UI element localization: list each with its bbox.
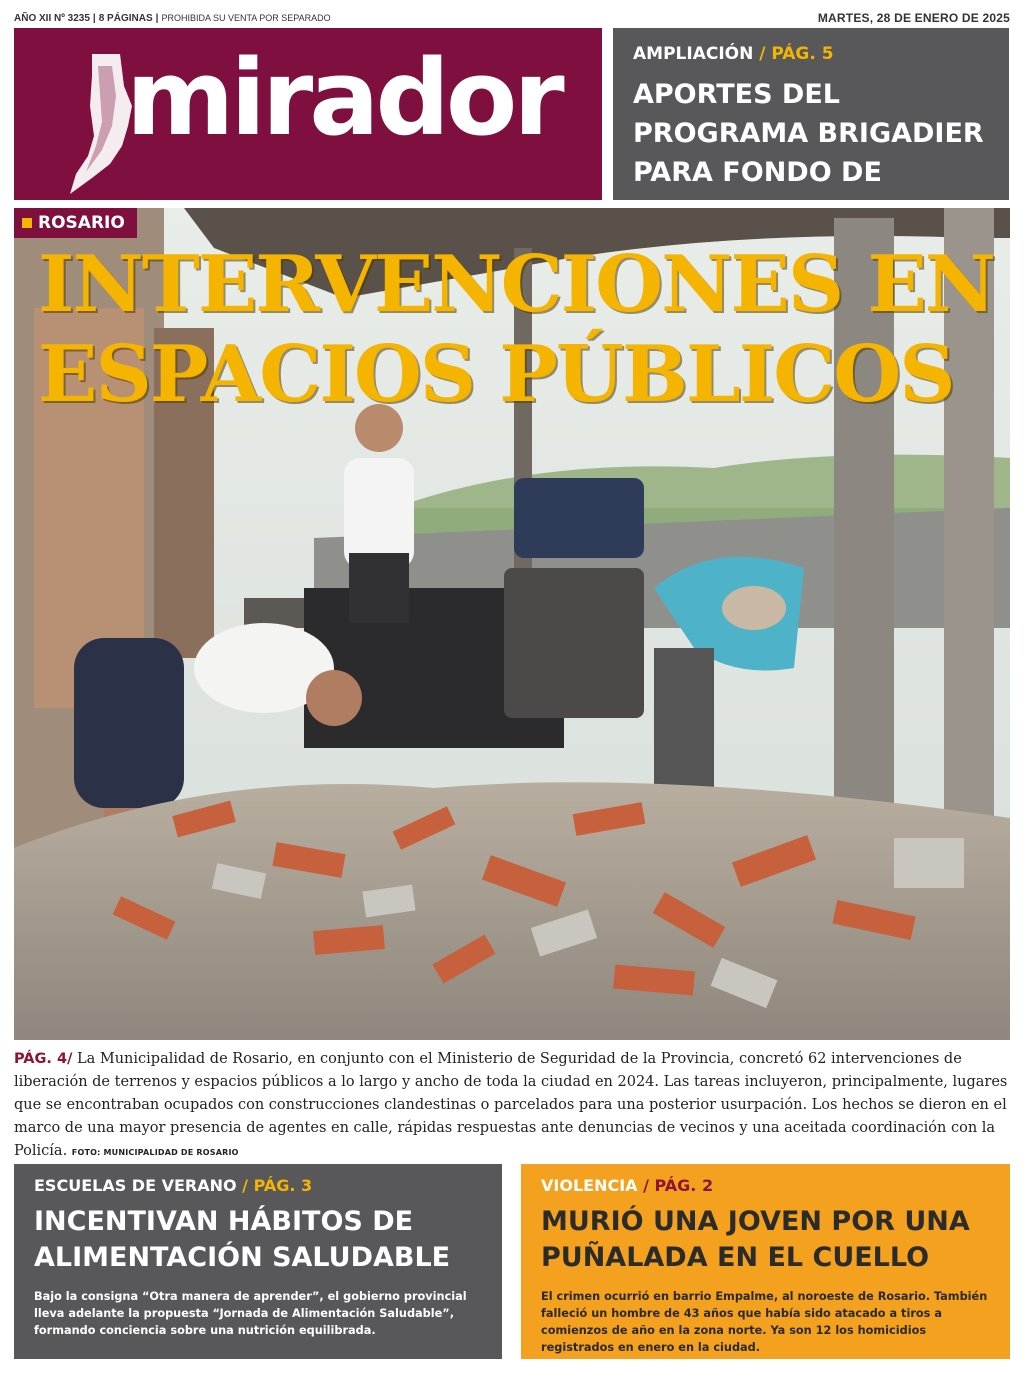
story-box-escuelas[interactable] bbox=[14, 1164, 502, 1359]
escuelas-kicker: ESCUELAS DE VERANO / PÁG. 3 bbox=[34, 1176, 313, 1195]
issue-info: AÑO XII Nº 3235 | 8 PÁGINAS | PROHIBIDA SU VENTA POR SEPARADO bbox=[14, 12, 331, 24]
violencia-page-ref: PÁG. 2 bbox=[654, 1176, 714, 1195]
teaser-top-right[interactable] bbox=[613, 28, 1009, 200]
masthead bbox=[14, 28, 602, 200]
violencia-kicker: VIOLENCIA / PÁG. 2 bbox=[541, 1176, 714, 1195]
newspaper-logo: mirador bbox=[126, 37, 561, 159]
main-headline[interactable] bbox=[38, 240, 998, 420]
story-box-violencia[interactable] bbox=[521, 1164, 1010, 1359]
issue-number: AÑO XII Nº 3235 bbox=[14, 12, 90, 24]
section-label: ROSARIO bbox=[38, 213, 125, 233]
photo-credit: FOTO: MUNICIPALIDAD DE ROSARIO bbox=[71, 1148, 239, 1157]
caption-text: La Municipalidad de Rosario, en conjunto con el Ministerio de Seguridad de la Provincia, concretó 62 intervenciones de liberación de terrenos y espacios públicos a lo largo y ancho de toda la ciudad en 2024. Las tareas incluyeron, principalmente, lugares que se encontraban ocupados con construcciones clandestinas o parcelados para una posterior usurpación. Los hechos se dieron en el marco de una mayor presencia de agentes en calle, rápidas respuestas ante denuncias de vecinos y una aceitada coordinación con la Policía. bbox=[14, 1051, 1008, 1159]
publication-date: MARTES, 28 DE ENERO DE 2025 bbox=[817, 11, 1010, 25]
section-tag[interactable] bbox=[14, 208, 137, 238]
sale-notice: PROHIBIDA SU VENTA POR SEPARADO bbox=[161, 12, 331, 23]
teaser-kicker-label: AMPLIACIÓN bbox=[633, 44, 754, 64]
escuelas-headline[interactable]: INCENTIVAN HÁBITOS DE ALIMENTACIÓN SALUDABLE bbox=[34, 1206, 451, 1273]
lead-caption bbox=[14, 1048, 1010, 1164]
escuelas-kicker-label: ESCUELAS DE VERANO bbox=[34, 1176, 237, 1195]
teaser-headline[interactable]: APORTES DEL PROGRAMA BRIGADIER PARA FONDO DE bbox=[633, 79, 984, 188]
main-headline-line-2: ESPACIOS PÚBLICOS bbox=[38, 329, 954, 420]
violencia-kicker-label: VIOLENCIA bbox=[541, 1176, 638, 1195]
teaser-kicker: AMPLIACIÓN / PÁG. 5 bbox=[633, 44, 834, 64]
teaser-page-ref: PÁG. 5 bbox=[771, 44, 834, 64]
escuelas-body: Bajo la consigna “Otra manera de aprender”, el gobierno provincial lleva adelante la propuesta “Jornada de Alimentación Saludable”, formando conciencia sobre una nutrición equilibrada. bbox=[34, 1290, 467, 1337]
violencia-body: El crimen ocurrió en barrio Empalme, al noroeste de Rosario. También falleció un hombre de 43 años que había sido atacado a tiros a comienzos de año en la zona norte. Ya son 12 los homicidios registrados en enero en la ciudad. bbox=[541, 1290, 988, 1354]
page-count: 8 PÁGINAS bbox=[98, 12, 153, 24]
caption-page-ref: PÁG. 4/ bbox=[14, 1051, 73, 1067]
main-headline-line-1: INTERVENCIONES EN bbox=[38, 239, 995, 330]
section-square-icon bbox=[22, 218, 32, 228]
escuelas-page-ref: PÁG. 3 bbox=[253, 1176, 313, 1195]
top-info-bar bbox=[14, 8, 1010, 28]
violencia-headline[interactable]: MURIÓ UNA JOVEN POR UNA PUÑALADA EN EL CUELLO bbox=[541, 1206, 970, 1273]
